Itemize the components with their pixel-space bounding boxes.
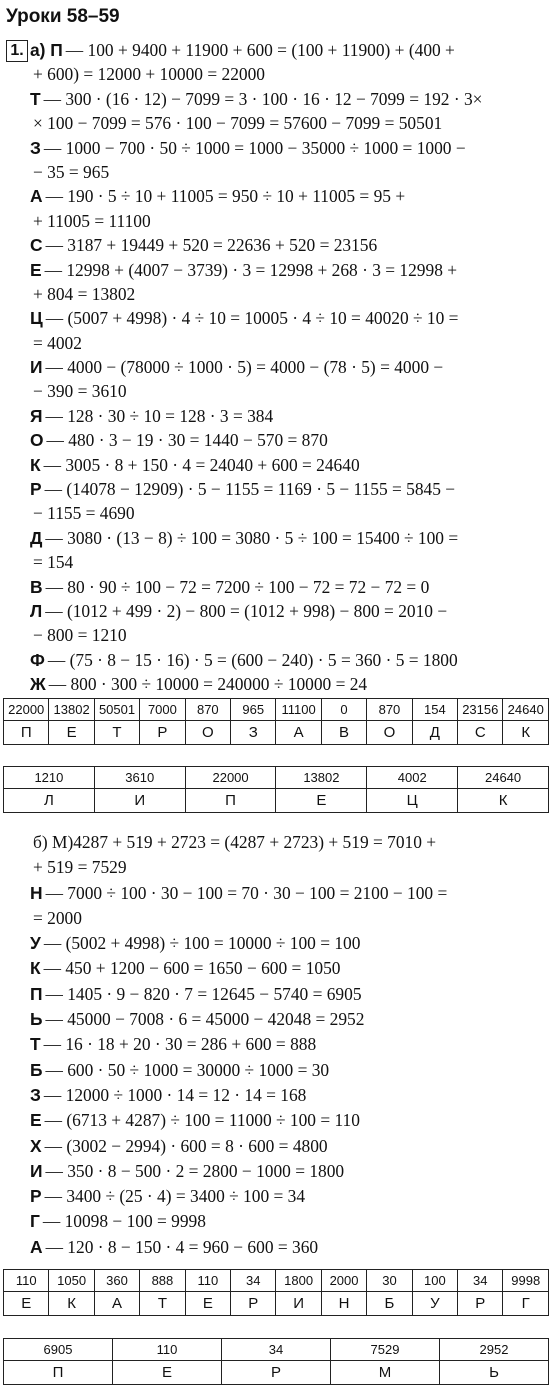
equation-text: — 3187 + 19449 + 520 = 22636 + 520 = 23156 [45, 235, 378, 256]
solution-line [30, 428, 550, 452]
table-cell-letter: Р [222, 1361, 331, 1385]
solution-line [30, 233, 550, 257]
table-cell-letter: Е [276, 789, 367, 813]
table-cell-letter: В [321, 721, 366, 745]
letter-label: Я [30, 405, 43, 426]
table-cell-letter: Е [49, 721, 94, 745]
table-cell-number: 34 [222, 1339, 331, 1361]
solution-line [30, 1235, 550, 1260]
answer-table-1 [3, 698, 549, 745]
table-cell-number: 6905 [4, 1339, 113, 1361]
part-a-solutions [30, 38, 550, 697]
table-cell-letter: О [367, 721, 412, 745]
table-cell-number: 2000 [321, 1270, 366, 1292]
table-cell-letter: П [4, 721, 49, 745]
equation-text: — 16 · 18 + 20 · 30 = 286 + 600 = 888 [43, 1034, 317, 1055]
solution-line [30, 881, 550, 906]
table-cell-letter: Е [185, 1292, 230, 1316]
solution-line [30, 111, 550, 135]
equation-text: — 3080 · (13 − 8) ÷ 100 = 3080 · 5 ÷ 100 = 15400 ÷ 100 = [45, 527, 459, 548]
solution-line [30, 1134, 550, 1159]
equation-text: — 7000 ÷ 100 · 30 − 100 = 70 · 30 − 100 = 2100 − 100 = [45, 882, 448, 903]
equation-text: − 800 = 1210 [33, 625, 127, 646]
table-cell-letter: Р [140, 721, 185, 745]
table-cell-letter: Е [113, 1361, 222, 1385]
table-cell-number: 1800 [276, 1270, 321, 1292]
table-cell-number: 965 [231, 699, 276, 721]
solution-line [30, 306, 550, 330]
table-cell-number: 4002 [367, 767, 458, 789]
equation-text: — 45000 − 7008 · 6 = 45000 − 42048 = 2952 [45, 1009, 365, 1030]
table-cell-number: 360 [94, 1270, 139, 1292]
solution-line [30, 477, 550, 501]
table-cell-number: 3610 [94, 767, 185, 789]
letter-label: а) П [30, 40, 63, 60]
letter-label: Р [30, 479, 42, 500]
solution-line [30, 136, 550, 160]
solution-line [30, 160, 550, 184]
table-cell-number: 110 [4, 1270, 49, 1292]
solution-line [30, 453, 550, 477]
answer-table-3 [3, 1269, 549, 1316]
letter-label: П [30, 983, 43, 1004]
letter-label: Р [30, 1186, 42, 1207]
table-cell-letter: З [231, 721, 276, 745]
table-cell-number: 22000 [4, 699, 49, 721]
solution-line [30, 1083, 550, 1108]
letter-label: А [30, 1236, 43, 1257]
equation-text: — 1405 · 9 − 820 · 7 = 12645 − 5740 = 6905 [45, 983, 362, 1004]
table-cell-number: 11100 [276, 699, 321, 721]
solution-line [30, 62, 550, 86]
table-cell-letter: А [94, 1292, 139, 1316]
letter-label: Б [30, 1059, 43, 1080]
letter-label: Ь [30, 1009, 43, 1030]
table-cell-letter: П [185, 789, 276, 813]
solution-line [30, 1159, 550, 1184]
table-cell-number: 24640 [458, 767, 549, 789]
solution-line [30, 623, 550, 647]
table-cell-number: 0 [321, 699, 366, 721]
table-cell-number: 34 [458, 1270, 503, 1292]
solution-line [30, 906, 550, 931]
equation-text: — 480 · 3 − 19 · 30 = 1440 − 570 = 870 [46, 430, 328, 451]
equation-text: — 10098 − 100 = 9998 [42, 1211, 206, 1232]
equation-text: — 1000 − 700 · 50 ÷ 1000 = 1000 − 35000 ÷ 1000 = 1000 − [43, 137, 466, 158]
equation-text: + 11005 = 11100 [33, 210, 151, 231]
answer-table-4 [3, 1338, 549, 1385]
letter-label: Ц [30, 308, 43, 329]
table-row-numbers [4, 1339, 549, 1361]
solution-line [30, 982, 550, 1007]
table-cell-number: 34 [231, 1270, 276, 1292]
equation-text: — 3400 ÷ (25 · 4) = 3400 ÷ 100 = 34 [44, 1186, 306, 1207]
letter-label: С [30, 235, 43, 256]
table-cell-number: 100 [412, 1270, 457, 1292]
solution-line [30, 956, 550, 981]
table-cell-letter: А [276, 721, 321, 745]
table-cell-number: 110 [185, 1270, 230, 1292]
answer-table-2 [3, 766, 549, 813]
table-cell-letter: Д [412, 721, 457, 745]
equation-text: — (3002 − 2994) · 600 = 8 · 600 = 4800 [44, 1135, 328, 1156]
equation-text: — 12998 + (4007 − 3739) · 3 = 12998 + 268 · 3 = 12998 + [44, 259, 458, 280]
solution-line [30, 1184, 550, 1209]
equation-text: + 600) = 12000 + 10000 = 22000 [33, 64, 265, 85]
solution-line [30, 1209, 550, 1234]
part-b-solutions [30, 830, 550, 1260]
equation-text: — 350 · 8 − 500 · 2 = 2800 − 1000 = 1800 [45, 1160, 345, 1181]
solution-line [30, 830, 550, 855]
equation-text: — (5007 + 4998) · 4 ÷ 10 = 10005 · 4 ÷ 10 = 40020 ÷ 10 = [45, 308, 459, 329]
table-cell-letter: К [503, 721, 549, 745]
letter-label: Г [30, 1211, 40, 1232]
equation-text: — 120 · 8 − 150 · 4 = 960 − 600 = 360 [45, 1236, 319, 1257]
table-cell-letter: С [458, 721, 503, 745]
equation-text: — 300 · (16 · 12) − 7099 = 3 · 100 · 16 · 12 − 7099 = 192 · 3× [43, 88, 483, 109]
letter-label: Х [30, 1135, 42, 1156]
table-cell-number: 888 [140, 1270, 185, 1292]
table-row-numbers [4, 699, 549, 721]
letter-label: У [30, 933, 41, 954]
table-cell-letter: Ь [440, 1361, 549, 1385]
equation-text: — (6713 + 4287) ÷ 100 = 11000 ÷ 100 = 110 [44, 1110, 360, 1131]
letter-label: Е [30, 259, 42, 280]
solution-line [30, 550, 550, 574]
equation-text: × 100 − 7099 = 576 · 100 − 7099 = 57600 − 7099 = 50501 [33, 113, 443, 134]
table-cell-letter: Т [94, 721, 139, 745]
table-row-letters [4, 721, 549, 745]
solution-line [30, 87, 550, 111]
equation-text: + 804 = 13802 [33, 283, 136, 304]
solution-line [30, 599, 550, 623]
table-cell-letter: П [4, 1361, 113, 1385]
table-cell-number: 9998 [503, 1270, 549, 1292]
table-cell-letter: Б [367, 1292, 412, 1316]
table-row-numbers [4, 1270, 549, 1292]
task-number: 1. [6, 40, 28, 62]
equation-text: — 3005 · 8 + 150 · 4 = 24040 + 600 = 24640 [43, 454, 360, 475]
solution-line [30, 379, 550, 403]
solution-line [30, 526, 550, 550]
solution-line [30, 404, 550, 428]
letter-label: В [30, 576, 43, 597]
equation-text: = 2000 [33, 907, 82, 928]
letter-label: Л [30, 600, 43, 621]
letter-label: К [30, 454, 41, 475]
equation-text: — 800 · 300 ÷ 10000 = 240000 ÷ 10000 = 24 [48, 674, 368, 695]
equation-text: = 154 [33, 552, 74, 573]
solution-line [30, 931, 550, 956]
solution-line [30, 331, 550, 355]
table-cell-letter: Ц [367, 789, 458, 813]
solution-line [30, 575, 550, 599]
letter-label: О [30, 430, 44, 451]
equation-text: — 4000 − (78000 ÷ 1000 · 5) = 4000 − (78 · 5) = 4000 − [45, 357, 444, 378]
equation-text: = 4002 [33, 332, 82, 353]
table-cell-letter: Е [4, 1292, 49, 1316]
letter-label: И [30, 1160, 43, 1181]
letter-label: К [30, 958, 41, 979]
equation-text: — 600 · 50 ÷ 1000 = 30000 ÷ 1000 = 30 [45, 1059, 330, 1080]
table-row-letters [4, 789, 549, 813]
table-row-letters [4, 1292, 549, 1316]
letter-label: А [30, 186, 43, 207]
equation-text: — (1012 + 499 · 2) − 800 = (1012 + 998) − 800 = 2010 − [45, 600, 448, 621]
table-cell-letter: И [94, 789, 185, 813]
letter-label: Д [30, 527, 43, 548]
equation-text: б) М)4287 + 519 + 2723 = (4287 + 2723) + 519 = 7010 + [33, 832, 437, 852]
table-row-letters [4, 1361, 549, 1385]
table-cell-letter: М [331, 1361, 440, 1385]
table-cell-number: 23156 [458, 699, 503, 721]
table-cell-number: 13802 [276, 767, 367, 789]
solution-line [30, 672, 550, 696]
equation-text: — 100 + 9400 + 11900 + 600 = (100 + 11900) + (400 + [65, 40, 455, 60]
table-cell-letter: Л [4, 789, 95, 813]
table-cell-letter: К [49, 1292, 94, 1316]
table-cell-letter: Р [231, 1292, 276, 1316]
table-cell-number: 110 [113, 1339, 222, 1361]
table-cell-number: 870 [367, 699, 412, 721]
table-cell-number: 1210 [4, 767, 95, 789]
table-cell-number: 2952 [440, 1339, 549, 1361]
solution-line [30, 355, 550, 379]
letter-label: Н [30, 882, 43, 903]
table-cell-number: 24640 [503, 699, 549, 721]
table-row-numbers [4, 767, 549, 789]
solution-line [30, 258, 550, 282]
solution-line [30, 1007, 550, 1032]
equation-text: — (14078 − 12909) · 5 − 1155 = 1169 · 5 − 1155 = 5845 − [44, 479, 456, 500]
solution-line [30, 38, 550, 62]
table-cell-number: 870 [185, 699, 230, 721]
table-cell-number: 22000 [185, 767, 276, 789]
solution-line [30, 855, 550, 880]
solution-line [30, 282, 550, 306]
solution-line [30, 501, 550, 525]
page-title: Уроки 58–59 [6, 6, 120, 27]
table-cell-number: 7000 [140, 699, 185, 721]
equation-text: — (5002 + 4998) ÷ 100 = 10000 ÷ 100 = 100 [43, 933, 361, 954]
letter-label: З [30, 1084, 41, 1105]
letter-label: Е [30, 1110, 42, 1131]
equation-text: + 519 = 7529 [33, 857, 127, 878]
table-cell-letter: Т [140, 1292, 185, 1316]
solution-line [30, 184, 550, 208]
solution-line [30, 1032, 550, 1057]
table-cell-number: 50501 [94, 699, 139, 721]
table-cell-number: 13802 [49, 699, 94, 721]
equation-text: — 128 · 30 ÷ 10 = 128 · 3 = 384 [45, 405, 274, 426]
table-cell-letter: У [412, 1292, 457, 1316]
equation-text: — 190 · 5 ÷ 10 + 11005 = 950 ÷ 10 + 11005 = 95 + [45, 186, 406, 207]
equation-text: — (75 · 8 − 15 · 16) · 5 = (600 − 240) · 5 = 360 · 5 = 1800 [47, 649, 458, 670]
equation-text: − 35 = 965 [33, 161, 110, 182]
table-cell-number: 1050 [49, 1270, 94, 1292]
equation-text: — 450 + 1200 − 600 = 1650 − 600 = 1050 [43, 958, 341, 979]
table-cell-letter: К [458, 789, 549, 813]
solution-line [30, 1108, 550, 1133]
table-cell-letter: Н [321, 1292, 366, 1316]
table-cell-number: 7529 [331, 1339, 440, 1361]
solution-line [30, 209, 550, 233]
solution-line [30, 648, 550, 672]
letter-label: Ж [30, 674, 46, 695]
letter-label: Т [30, 88, 41, 109]
table-cell-number: 30 [367, 1270, 412, 1292]
letter-label: Т [30, 1034, 41, 1055]
equation-text: − 390 = 3610 [33, 381, 127, 402]
equation-text: − 1155 = 4690 [33, 503, 135, 524]
equation-text: — 12000 ÷ 1000 · 14 = 12 · 14 = 168 [43, 1084, 307, 1105]
table-cell-letter: О [185, 721, 230, 745]
table-cell-letter: Г [503, 1292, 549, 1316]
table-cell-letter: Р [458, 1292, 503, 1316]
letter-label: З [30, 137, 41, 158]
solution-line [30, 1058, 550, 1083]
letter-label: И [30, 357, 43, 378]
table-cell-letter: И [276, 1292, 321, 1316]
equation-text: — 80 · 90 ÷ 100 − 72 = 7200 ÷ 100 − 72 = 72 − 72 = 0 [45, 576, 430, 597]
table-cell-number: 154 [412, 699, 457, 721]
letter-label: Ф [30, 649, 45, 670]
